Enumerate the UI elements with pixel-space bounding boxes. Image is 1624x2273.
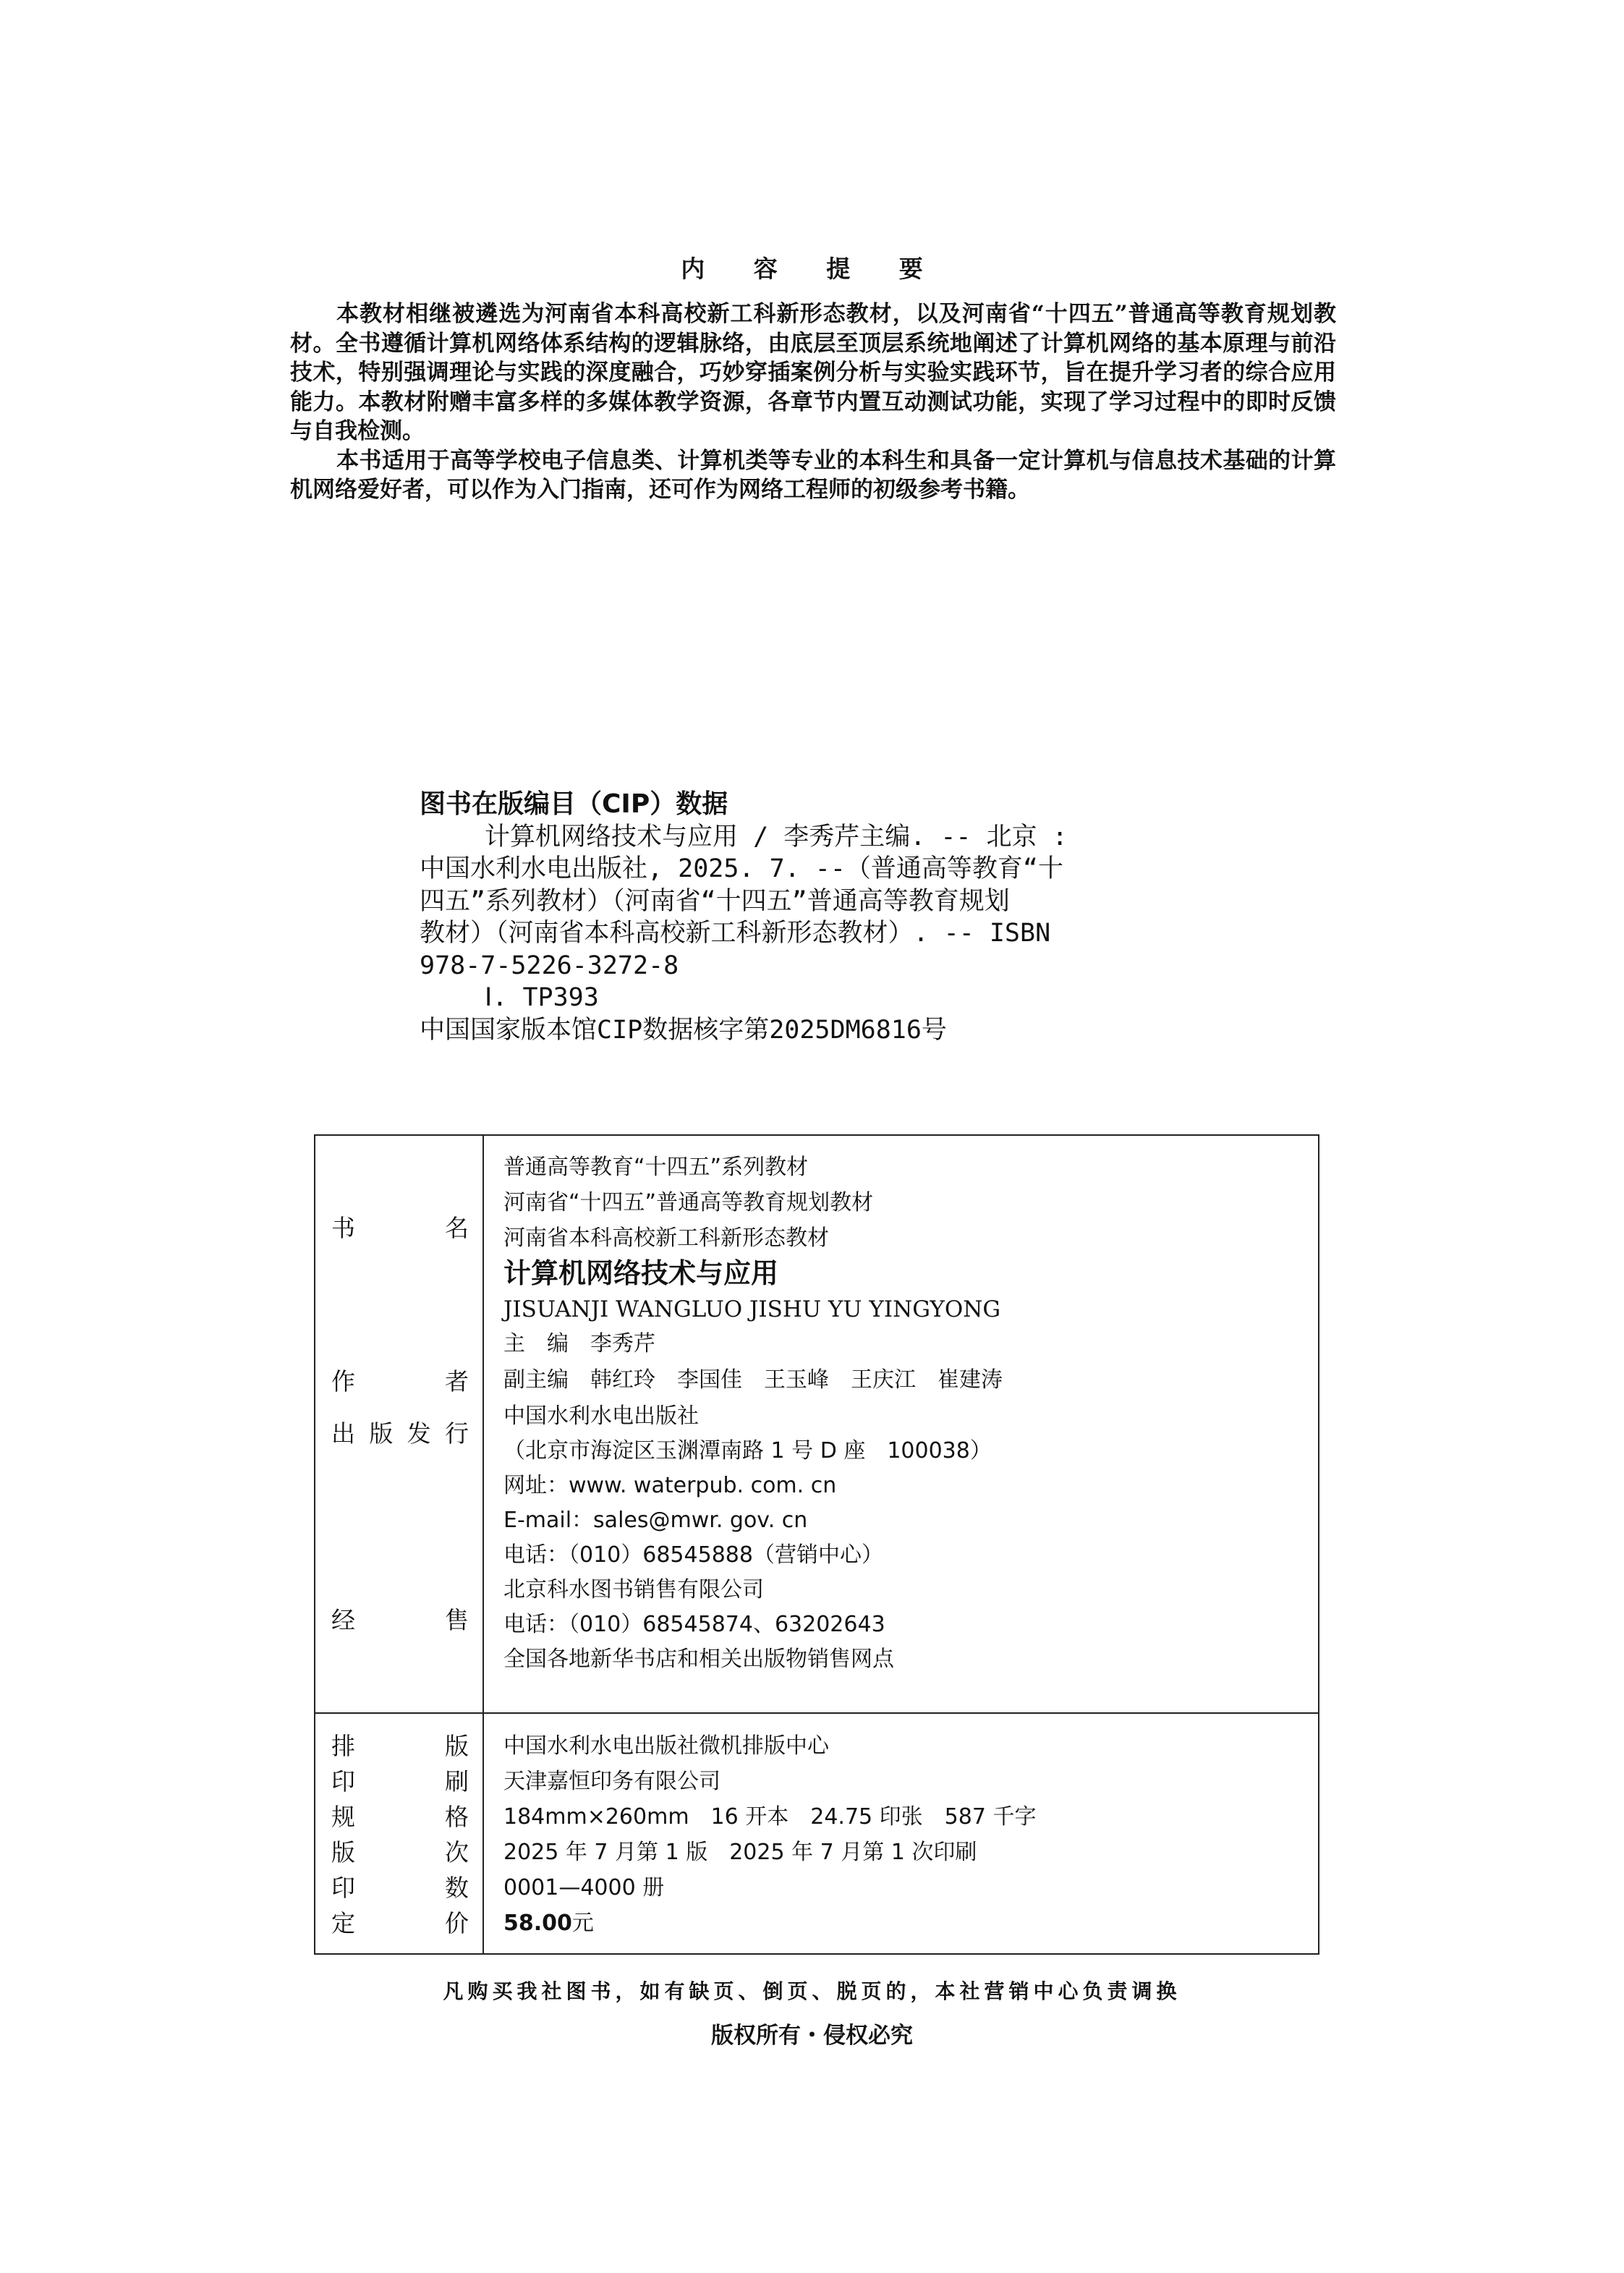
cip-line: 978-7-5226-3272-8	[420, 951, 679, 980]
label-edition: 版 次	[331, 1838, 469, 1866]
chief-editor: 主 编 李秀芹	[503, 1331, 655, 1356]
cip-line: 四五”系列教材）（河南省“十四五”普通高等教育规划	[420, 886, 1010, 916]
price-unit: 元	[571, 1911, 594, 1936]
cip-heading: 图书在版编目（CIP）数据	[420, 789, 728, 819]
cip-line: 中国水利水电出版社, 2025. 7. --（普通高等教育“十	[420, 854, 1064, 883]
series-1: 普通高等教育“十四五”系列教材	[503, 1155, 809, 1180]
specification: 184mm×260mm 16 开本 24.75 印张 587 千字	[503, 1804, 1037, 1830]
cip-line: 计算机网络技术与应用 / 李秀芹主编. -- 北京 :	[485, 822, 1068, 851]
deputy-editors: 副主编 韩红玲 李国佳 王玉峰 王庆江 崔建涛	[503, 1367, 1003, 1393]
printer: 天津嘉恒印务有限公司	[503, 1769, 720, 1794]
label-spec: 规 格	[331, 1803, 469, 1831]
series-3: 河南省本科高校新工科新形态教材	[503, 1225, 829, 1251]
cip-line: 教材）（河南省本科高校新工科新形态教材）. -- ISBN	[420, 919, 1051, 948]
abstract-body	[290, 299, 1336, 505]
book-title-pinyin: JISUANJI WANGLUO JISHU YU YINGYONG	[503, 1296, 1001, 1322]
label-seller: 经 售	[331, 1606, 469, 1634]
seller-name: 北京科水图书销售有限公司	[503, 1577, 764, 1602]
edition-info: 2025 年 7 月第 1 版 2025 年 7 月第 1 次印刷	[503, 1840, 977, 1865]
label-title: 书 名	[331, 1214, 469, 1242]
typesetter: 中国水利水电出版社微机排版中心	[503, 1733, 829, 1759]
label-copies: 印 数	[331, 1874, 469, 1902]
replacement-notice: 凡购买我社图书，如有缺页、倒页、脱页的，本社营销中心负责调换	[443, 1979, 1181, 2003]
publisher-name: 中国水利水电出版社	[503, 1403, 699, 1429]
publication-info-table	[314, 1134, 1319, 1955]
book-title: 计算机网络技术与应用	[503, 1257, 779, 1289]
label-publisher: 出 版 发 行	[331, 1419, 469, 1448]
seller-phone: 电话：（010）68545874、63202643	[503, 1612, 885, 1637]
label-price: 定 价	[331, 1909, 469, 1937]
publisher-phone: 电话：（010）68545888（营销中心）	[503, 1542, 883, 1568]
publisher-address: （北京市海淀区玉渊潭南路 1 号 D 座 100038）	[503, 1438, 992, 1463]
abstract-paragraph-1: 本教材相继被遴选为河南省本科高校新工科新形态教材，以及河南省“十四五”普通高等教育规划教材。全书遵循计算机网络体系结构的逻辑脉络，由底层至顶层系统地阐述了计算机网络的基本原理与前沿技术，特别强调理论与实践的深度融合，巧妙穿插案例分析与实验实践环节，旨在提升学习者的综合应用能力。本教材附赠丰富多样的多媒体教学资源，各章节内置互动测试功能，实现了学习过程中的即时反馈与自我检测。	[290, 301, 1336, 444]
label-typeset: 排 版	[331, 1732, 469, 1760]
label-print: 印 刷	[331, 1767, 469, 1796]
price-amount: 58.00	[503, 1911, 572, 1936]
abstract-title: 内 容 提 要	[681, 255, 943, 283]
price	[503, 1909, 594, 1938]
seller-outlets: 全国各地新华书店和相关出版物销售网点	[503, 1647, 894, 1672]
series-2: 河南省“十四五”普通高等教育规划教材	[503, 1190, 874, 1215]
copyright-notice: 版权所有・侵权必究	[711, 2023, 913, 2049]
cip-number: 中国国家版本馆CIP数据核字第2025DM6816号	[420, 1015, 947, 1045]
abstract-paragraph-2: 本书适用于高等学校电子信息类、计算机类等专业的本科生和具备一定计算机与信息技术基础的计算机网络爱好者，可以作为入门指南，还可作为网络工程师的初级参考书籍。	[290, 447, 1336, 503]
table-divider-vertical	[482, 1136, 484, 1953]
table-divider-horizontal	[315, 1712, 1318, 1714]
cip-classification: Ⅰ. TP393	[485, 983, 599, 1012]
label-author: 作 者	[331, 1367, 469, 1395]
publisher-website: 网址：www. waterpub. com. cn	[503, 1473, 837, 1498]
print-run: 0001—4000 册	[503, 1875, 665, 1900]
publisher-email: E-mail：sales@mwr. gov. cn	[503, 1508, 808, 1533]
cip-block	[420, 789, 1215, 1046]
